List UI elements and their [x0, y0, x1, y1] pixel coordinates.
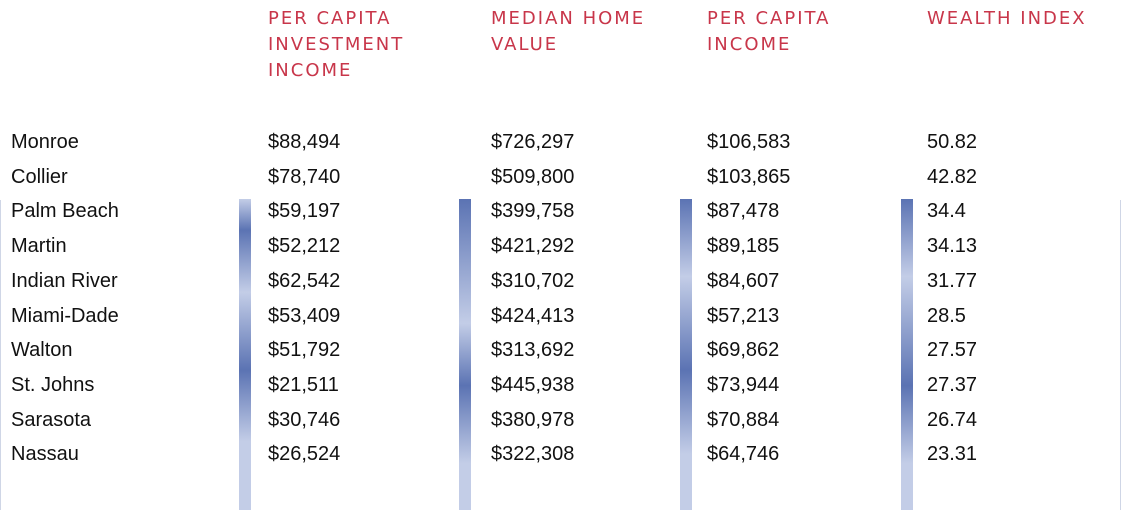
header-line: INVESTMENT: [268, 34, 405, 55]
cell-wealth: 27.57: [927, 339, 978, 362]
cell-home: $445,938: [491, 373, 575, 396]
cell-investment: $62,542: [268, 269, 341, 292]
cell-wealth: 26.74: [927, 408, 978, 431]
county-label: St. Johns: [11, 373, 95, 396]
county-label: Monroe: [11, 131, 79, 153]
cell-home: $399,758: [491, 200, 575, 223]
header-line: PER CAPITA: [707, 8, 831, 29]
cell-investment: $88,494: [268, 131, 341, 153]
cell-wealth: 28.5: [927, 304, 966, 327]
cell-investment: $78,740: [268, 165, 341, 188]
cell-income: $103,865: [707, 165, 791, 188]
cell-home: $313,692: [491, 339, 575, 362]
cell-income: $106,583: [707, 131, 791, 153]
cell-investment: $26,524: [268, 443, 341, 466]
county-label: Palm Beach: [11, 200, 119, 223]
county-label: Martin: [11, 235, 67, 258]
header-line: MEDIAN HOME: [491, 8, 646, 29]
county-label: Sarasota: [11, 408, 92, 431]
cell-home: $310,702: [491, 269, 575, 292]
cell-income: $84,607: [707, 269, 780, 292]
cell-wealth: 34.4: [927, 200, 966, 223]
cell-wealth: 42.82: [927, 165, 978, 188]
cell-income: $87,478: [707, 200, 780, 223]
header-line: INCOME: [707, 34, 792, 55]
cell-investment: $52,212: [268, 235, 341, 258]
cell-wealth: 50.82: [927, 131, 978, 153]
cell-wealth: 31.77: [927, 269, 978, 292]
cell-investment: $30,746: [268, 408, 341, 431]
cell-wealth: 34.13: [927, 235, 978, 258]
cell-home: $726,297: [491, 131, 575, 153]
header-line: VALUE: [491, 34, 559, 55]
county-label: Indian River: [11, 269, 118, 292]
cell-income: $89,185: [707, 235, 780, 258]
county-label: Nassau: [11, 443, 79, 466]
header-line: PER CAPITA: [268, 8, 392, 29]
county-label: Miami-Dade: [11, 304, 119, 327]
cell-income: $69,862: [707, 339, 780, 362]
cell-home: $322,308: [491, 443, 575, 466]
cell-home: $509,800: [491, 165, 575, 188]
header-line: WEALTH INDEX: [927, 8, 1087, 29]
cell-income: $64,746: [707, 443, 780, 466]
cell-investment: $21,511: [268, 373, 339, 396]
county-label: Collier: [11, 165, 68, 188]
cell-home: $380,978: [491, 408, 575, 431]
cell-home: $421,292: [491, 235, 575, 258]
header-line: INCOME: [268, 60, 353, 81]
cell-income: $57,213: [707, 304, 780, 327]
cell-wealth: 27.37: [927, 373, 978, 396]
county-label: Walton: [11, 339, 73, 362]
cell-investment: $51,792: [268, 339, 341, 362]
cell-home: $424,413: [491, 304, 575, 327]
cell-investment: $59,197: [268, 200, 341, 223]
cell-income: $70,884: [707, 408, 780, 431]
cell-income: $73,944: [707, 373, 780, 396]
cell-wealth: 23.31: [927, 443, 978, 466]
cell-investment: $53,409: [268, 304, 341, 327]
